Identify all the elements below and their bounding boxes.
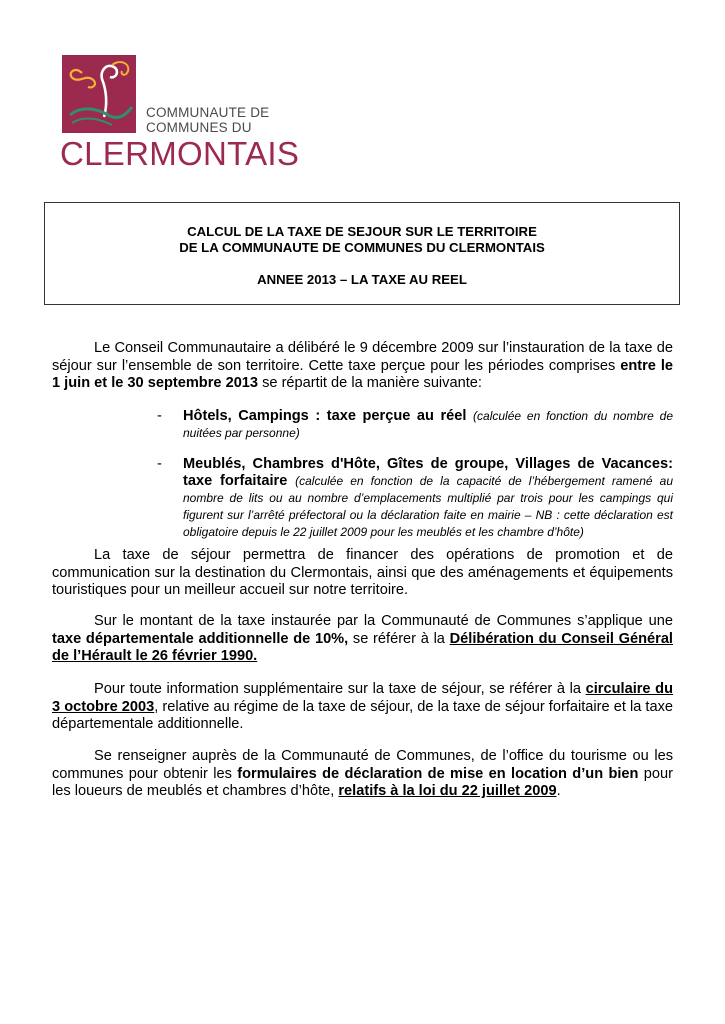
circular-reference: circulaire du 3 octobre 2003 [52,681,673,715]
paragraph-forms [52,748,673,801]
deliberation-reference: Délibération du Conseil Général de l’Hérault le 26 février 1990. [52,630,673,664]
title-line2: DE LA COMMUNAUTE DE COMMUNES DU CLERMONTAIS [179,240,545,255]
intro-period: entre le 1 juin et le 30 septembre 2013 [52,357,673,391]
forms-name: formulaires de déclaration de mise en location d’un bien [237,765,639,782]
dept-tax-rate: taxe départementale additionnelle de 10%, [52,630,349,647]
dept-text-a: Sur le montant de la taxe instaurée par la Communauté de Communes s’applique une [94,613,673,629]
dept-text-c: se référer à la [348,630,450,647]
bullet-head: Meublés, Chambres d'Hôte, Gîtes de groupe, Villages de Vacances: taxe forfaitaire [183,456,673,489]
paragraph-intro [52,340,673,393]
financing-text: La taxe de séjour permettra de financer des opérations de promotion et de communication sur la destination du Clermontais, ainsi que des aménagements et équipements touristiques pour un meilleur accueil sur notre territoire. [52,547,673,598]
circular-text-c: , relative au régime de la taxe de séjour, de la taxe de séjour forfaitaire et la taxe départementale additionnelle. [52,698,673,732]
law-reference: relatifs à la loi du 22 juillet 2009 [338,783,557,799]
title-line3: ANNEE 2013 – LA TAXE AU REEL [257,272,467,287]
title-box [44,202,680,305]
circular-text-a: Pour toute information supplémentaire sur la taxe de séjour, se référer à la [94,681,586,697]
forms-text-e: . [556,783,561,799]
bullet-dash: - [157,456,162,472]
paragraph-financing [52,547,673,600]
intro-text-a: Le Conseil Communautaire a délibéré le 9 décembre 2009 sur l’instauration de la taxe de séjour sur l’ensemble de son territoire. Cette taxe perçue pour les périodes comprises [52,340,673,374]
bullet-note: (calculée en fonction de la capacité de l’hébergement ramené au nombre de lits ou au nombre d’emplacements multiplié par trois pour les campings qui figurent sur l’arrêté préfectoral ou la déclaration faite en mairie – NB : cette déclaration est obligatoire depuis le 22 juillet 2009 pour les meublés et les chambre d’hôte) [183,474,673,539]
logo-text-line2: COMMUNES DU [146,120,252,135]
forms-text-c: pour les loueurs de meublés et chambres d’hôte, [52,765,674,799]
forms-text-a: Se renseigner auprès de la Communauté de Communes, de l’office du tourisme ou les communes pour obtenir les [52,748,673,782]
intro-text-c: se répartit de la manière suivante: [258,375,482,391]
logo [58,52,300,172]
logo-swirl-icon [62,55,136,133]
bullet-note: (calculée en fonction du nombre de nuitées par personne) [183,409,673,440]
title-line1: CALCUL DE LA TAXE DE SEJOUR SUR LE TERRITOIRE [187,224,537,239]
logo-wordmark: CLERMONTAIS [60,135,300,172]
bullet-head: Hôtels, Campings : taxe perçue au réel [183,408,467,424]
bullet-dash: - [157,408,162,424]
logo-text-line1: COMMUNAUTE DE [146,105,270,120]
paragraph-circular [52,681,673,734]
paragraph-departmental-tax [52,613,673,666]
logo-emblem [62,55,136,133]
